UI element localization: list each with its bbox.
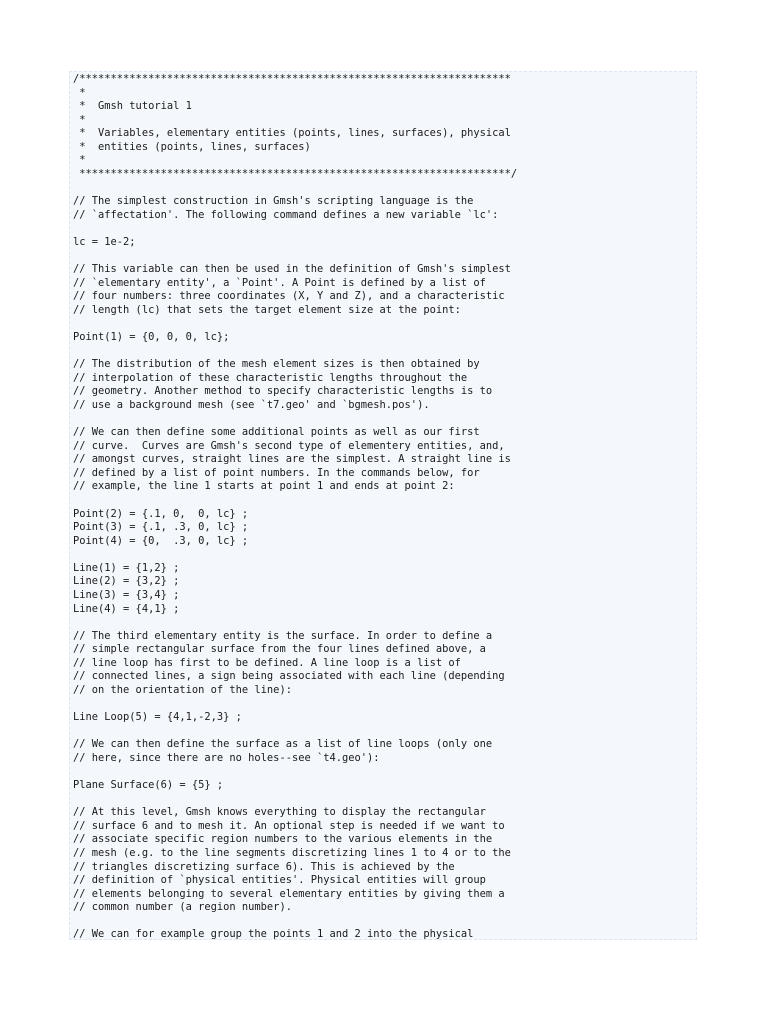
- code-line: // This variable can then be used in the definition of Gmsh's simplest: [73, 263, 511, 276]
- code-line: [73, 222, 517, 236]
- code-line: // The simplest construction in Gmsh's scripting language is the: [73, 195, 474, 208]
- code-line: // triangles discretizing surface 6). This is achieved by the: [73, 860, 455, 873]
- code-line: *: [73, 154, 86, 167]
- code-line: // The distribution of the mesh element sizes is then obtained by: [73, 358, 480, 371]
- code-line: [73, 548, 517, 562]
- code-line: // line loop has first to be defined. A line loop is a list of: [73, 656, 461, 669]
- code-line: // elements belonging to several elementary entities by giving them a: [73, 887, 505, 900]
- code-line: // We can for example group the points 1 and 2 into the physical: [73, 928, 474, 940]
- code-line: lc = 1e-2;: [73, 235, 136, 248]
- code-line: // We can then define some additional points as well as our first: [73, 426, 480, 439]
- code-line: [73, 250, 517, 264]
- code-line: // associate specific region numbers to the various elements in the: [73, 833, 493, 846]
- code-line: // simple rectangular surface from the four lines defined above, a: [73, 643, 486, 656]
- code-line: [73, 698, 517, 712]
- code-line: * Gmsh tutorial 1: [73, 100, 192, 113]
- code-line: [73, 494, 517, 508]
- code-line: // defined by a list of point numbers. In the commands below, for: [73, 466, 480, 479]
- code-line: *: [73, 86, 86, 99]
- code-line: // curve. Curves are Gmsh's second type of elementery entities, and,: [73, 439, 505, 452]
- code-line: // mesh (e.g. to the line segments discretizing lines 1 to 4 or to the: [73, 846, 511, 859]
- code-line: Point(2) = {.1, 0, 0, lc} ;: [73, 507, 249, 520]
- code-line: Plane Surface(6) = {5} ;: [73, 779, 224, 792]
- code-line: [73, 412, 517, 426]
- code-lines: [73, 73, 517, 940]
- code-line: // four numbers: three coordinates (X, Y and Z), and a characteristic: [73, 290, 505, 303]
- code-line: // common number (a region number).: [73, 901, 292, 914]
- code-line: // `elementary entity', a `Point'. A Point is defined by a list of: [73, 276, 486, 289]
- code-line: Line(1) = {1,2} ;: [73, 561, 180, 574]
- code-line: // use a background mesh (see `t7.geo' and `bgmesh.pos').: [73, 398, 430, 411]
- code-line: // interpolation of these characteristic lengths throughout the: [73, 371, 468, 384]
- code-line: [73, 345, 517, 359]
- code-line: [73, 616, 517, 630]
- code-line: // here, since there are no holes--see `t4.geo'):: [73, 751, 380, 764]
- code-line: // definition of `physical entities'. Physical entities will group: [73, 874, 486, 887]
- code-line: // length (lc) that sets the target element size at the point:: [73, 303, 461, 316]
- code-line: // amongst curves, straight lines are the simplest. A straight line is: [73, 453, 511, 466]
- code-line: // `affectation'. The following command defines a new variable `lc':: [73, 208, 499, 221]
- code-line: // At this level, Gmsh knows everything to display the rectangular: [73, 806, 486, 819]
- code-line: Point(3) = {.1, .3, 0, lc} ;: [73, 521, 249, 534]
- code-line: // example, the line 1 starts at point 1 and ends at point 2:: [73, 480, 455, 493]
- code-line: Line(4) = {4,1} ;: [73, 602, 180, 615]
- code-line: // We can then define the surface as a list of line loops (only one: [73, 738, 493, 751]
- code-line: [73, 317, 517, 331]
- code-line: [73, 915, 517, 929]
- code-line: * Variables, elementary entities (points, lines, surfaces), physical: [73, 127, 511, 140]
- code-line: Point(4) = {0, .3, 0, lc} ;: [73, 534, 249, 547]
- code-line: // surface 6 and to mesh it. An optional step is needed if we want to: [73, 819, 505, 832]
- code-line: // geometry. Another method to specify characteristic lengths is to: [73, 385, 493, 398]
- code-line: Line Loop(5) = {4,1,-2,3} ;: [73, 711, 242, 724]
- code-line: *********************************************************************/: [73, 168, 518, 181]
- code-line: * entities (points, lines, surfaces): [73, 140, 311, 153]
- code-line: Line(2) = {3,2} ;: [73, 575, 180, 588]
- code-line: // The third elementary entity is the surface. In order to define a: [73, 629, 493, 642]
- code-line: *: [73, 113, 86, 126]
- code-line: Line(3) = {3,4} ;: [73, 588, 180, 601]
- code-line: [73, 182, 517, 196]
- code-block: [69, 71, 697, 940]
- code-line: [73, 765, 517, 779]
- code-line: [73, 725, 517, 739]
- code-line: Point(1) = {0, 0, 0, lc};: [73, 330, 230, 343]
- code-line: [73, 793, 517, 807]
- code-line: /*********************************************************************: [73, 73, 511, 85]
- code-line: // on the orientation of the line):: [73, 684, 292, 697]
- code-line: // connected lines, a sign being associated with each line (depending: [73, 670, 505, 683]
